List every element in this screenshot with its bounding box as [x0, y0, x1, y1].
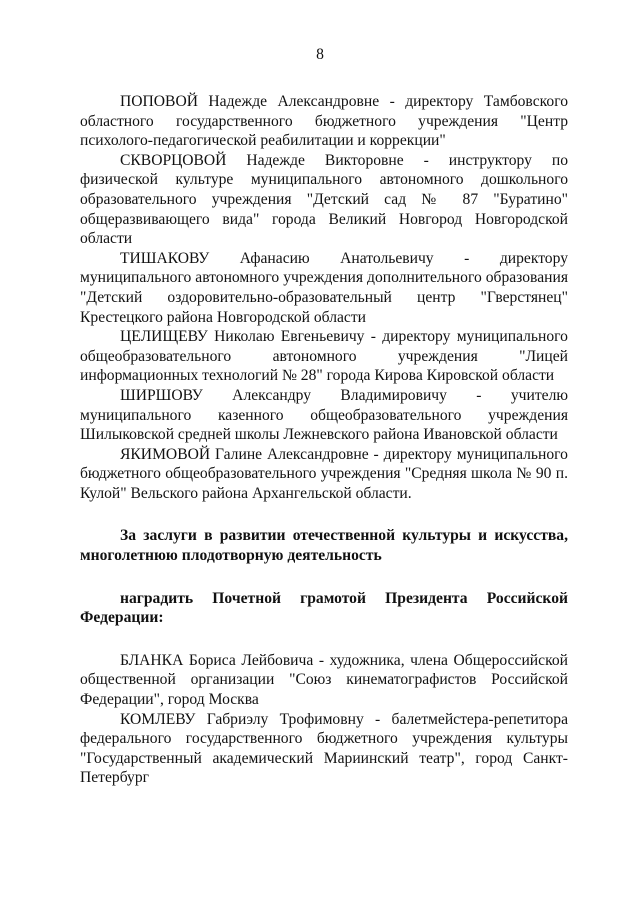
recipient-name: ЯКИМОВОЙ Галине Александровне — [120, 445, 369, 463]
recipient-name: ШИРШОВУ Александру Владимировичу — [120, 386, 447, 404]
recipient-position: инструктору по физической культуре муниципального автономного дошкольного образовательного учреждения "Детский сад № 87 "Буратино" общеразвивающего вида" города Великий Новгород Новгородской области — [80, 151, 568, 248]
recipient-position: директору муниципального общеобразовательного автономного учреждения "Лицей информационных технологий № 28" города Кирова Кировской области — [80, 328, 568, 385]
recipient-position: балетмейстера-репетитора федерального государственного бюджетного учреждения культуры "Государственный академический Мариинский театр", город Санкт-Петербург — [80, 710, 568, 787]
award-entry: ТИШАКОВУ Афанасию Анатольевичу - директору муниципального автономного учреждения дополнительного образования "Детский оздоровительно-образовательный центр "Гверстянец" Крестецкого района Новгородской области — [80, 249, 568, 326]
award-entry: КОМЛЕВУ Габриэлу Трофимовну - балетмейстера-репетитора федерального государственного бюджетного учреждения культуры "Государственный академический Мариинский театр", город Санкт-Петербург — [80, 710, 568, 787]
recipient-name: КОМЛЕВУ Габриэлу Трофимовну — [120, 710, 364, 728]
document-body — [80, 92, 568, 788]
award-list-group-2 — [80, 651, 568, 788]
recipient-name: ТИШАКОВУ Афанасию Анатольевичу — [120, 249, 434, 267]
award-entry: ЯКИМОВОЙ Галине Александровне - директору муниципального бюджетного общеобразовательного учреждения "Средняя школа № 90 п. Кулой" Вельского района Архангельской области. — [80, 445, 568, 502]
section-heading: За заслуги в развитии отечественной культуры и искусства, многолетнюю плодотворную деятельность — [80, 527, 568, 565]
award-list-group-1 — [80, 92, 568, 503]
award-entry: ШИРШОВУ Александру Владимировичу - учителю муниципального казенного общеобразовательного учреждения Шилыковской средней школы Лежневского района Ивановской области — [80, 386, 568, 444]
award-entry: СКВОРЦОВОЙ Надежде Викторовне - инструктору по физической культуре муниципального автономного дошкольного образовательного учреждения "Детский сад № 87 "Буратино" общеразвивающего вида" города Великий Новгород Новгородской области — [80, 151, 568, 248]
recipient-position: директору муниципального бюджетного общеобразовательного учреждения "Средняя школа № 90 п. Кулой" Вельского района Архангельской области. — [80, 445, 568, 502]
award-entry: ПОПОВОЙ Надежде Александровне - директору Тамбовского областного государственного бюджетного учреждения "Центр психолого-педагогической реабилитации и коррекции" — [80, 93, 568, 150]
recipient-name: СКВОРЦОВОЙ Надежде Викторовне — [120, 151, 404, 169]
recipient-name: ПОПОВОЙ Надежде Александровне — [120, 93, 380, 110]
recipient-name: БЛАНКА Бориса Лейбовича — [120, 651, 314, 669]
recipient-position: художника, члена Общероссийской общественной организации "Союз кинематографистов Российской Федерации", город Москва — [80, 651, 568, 709]
page-number: 8 — [316, 46, 324, 63]
award-entry: БЛАНКА Бориса Лейбовича - художника, члена Общероссийской общественной организации "Союз кинематографистов Российской Федерации", город Москва — [80, 651, 568, 709]
award-entry: ЦЕЛИЩЕВУ Николаю Евгеньевичу - директору муниципального общеобразовательного автономного учреждения "Лицей информационных технологий № 28" города Кирова Кировской области — [80, 328, 568, 385]
recipient-name: ЦЕЛИЩЕВУ Николаю Евгеньевичу — [120, 328, 365, 346]
award-line: наградить Почетной грамотой Президента Российской Федерации: — [80, 589, 568, 627]
recipient-position: директору муниципального автономного учреждения дополнительного образования "Детский оздоровительно-образовательный центр "Гверстянец" Крестецкого района Новгородской области — [80, 249, 568, 326]
recipient-position: учителю муниципального казенного общеобразовательного учреждения Шилыковской средней школы Лежневского района Ивановской области — [80, 386, 568, 444]
recipient-position: директору Тамбовского областного государственного бюджетного учреждения "Центр психолого-педагогической реабилитации и коррекции" — [80, 93, 568, 150]
